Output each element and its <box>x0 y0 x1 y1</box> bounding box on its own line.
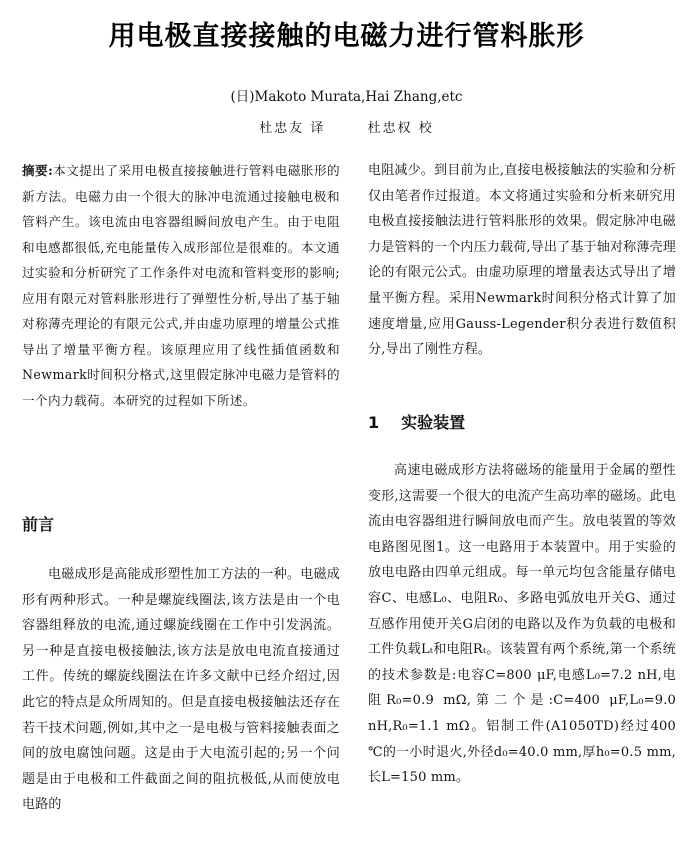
abstract-label: 摘要: <box>22 163 54 178</box>
proofreader: 杜忠权 校 <box>367 121 434 136</box>
translator: 杜忠友 译 <box>259 121 326 136</box>
abstract-paragraph <box>22 158 340 413</box>
section-1-heading <box>368 410 465 433</box>
section-1-number: 1 <box>368 413 380 432</box>
paper-authors: (日)Makoto Murata,Hai Zhang,etc <box>230 89 463 105</box>
paper-title: 用电极直接接触的电磁力进行管料胀形 <box>108 21 585 52</box>
preface-continuation-paragraph: 电阻减少。到目前为止,直接电极接触法的实验和分析仅由笔者作过报道。本文将通过实验和分析来研究用电极直接接触法进行管料胀形的效果。假定脉冲电磁力是管料的一个内压力载荷,导出了基于轴对称薄壳理论的有限元公式。由虚功原理的增量表达式导出了增量平衡方程。采用Newmark时间积分格式计算了加速度增量,应用Gauss-Legender积分表进行数值积分,导出了刚性方程。 <box>368 163 676 358</box>
section-1-title: 实验装置 <box>401 413 466 432</box>
abstract-text: 本文提出了采用电极直接接触进行管料电磁胀形的新方法。电磁力由一个很大的脉冲电流通过接触电极和管料产生。该电流由电容器组瞬间放电产生。由于电阻和电感都很低,充电能量传入成形部位是很难的。本文通过实验和分析研究了工作条件对电流和管料变形的影响;应用有限元对管料胀形进行了弹塑性分析,导出了基于轴对称薄壳理论的有限元公式,并由虚功原理的增量公式推导出了增量平衡方程。该原理应用了线性插值函数和Newmark时间积分格式,这里假定脉冲电磁力是管料的一个内力载荷。本研究的过程如下所述。 <box>22 163 340 408</box>
translator-line <box>0 117 693 136</box>
section-1-paragraph: 高速电磁成形方法将磁场的能量用于金属的塑性变形,这需要一个很大的电流产生高功率的磁场。此电流由电容器组进行瞬间放电而产生。放电装置的等效电路图见图1。这一电路用于本装置中。用于实验的放电电路由四单元组成。每一单元均包含能量存储电容C、电感L₀、电阻R₀、多路电弧放电开关G、通过互感作用使开关G启闭的电路以及作为负载的电极和工件负载Lₜ和电阻Rₜ。该装置有两个系统,第一个系统的技术参数是:电容C=800 μF,电感L₀=7.2 nH,电阻R₀=0.9 mΩ,第二个是:C=400 μF,L₀=9.0 nH,R₀=1.1 mΩ。铝制工件(A1050TD)经过400 ℃的一小时退火,外径d₀=40.0 mm,厚h₀=0.5 mm,长L=150 mm。 <box>368 463 676 786</box>
preface-paragraph: 电磁成形是高能成形塑性加工方法的一种。电磁成形有两种形式。一种是螺旋线圈法,该方法是由一个电容器组释放的电流,通过螺旋线圈在工作中引发涡流。另一种是直接电极接触法,该方法是放电电流直接通过工件。传统的螺旋线圈法在许多文献中已经介绍过,因此它的特点是众所周知的。但是直接电极接触法还存在若干技术问题,例如,其中之一是电极与管料接触表面之间的放电腐蚀问题。这是由于大电流引起的;另一个问题是由于电极和工件截面之间的阻抗极低,从而使放电电路的 <box>22 567 340 813</box>
abstract-block <box>22 158 340 413</box>
preface-heading: 前言 <box>22 515 55 534</box>
